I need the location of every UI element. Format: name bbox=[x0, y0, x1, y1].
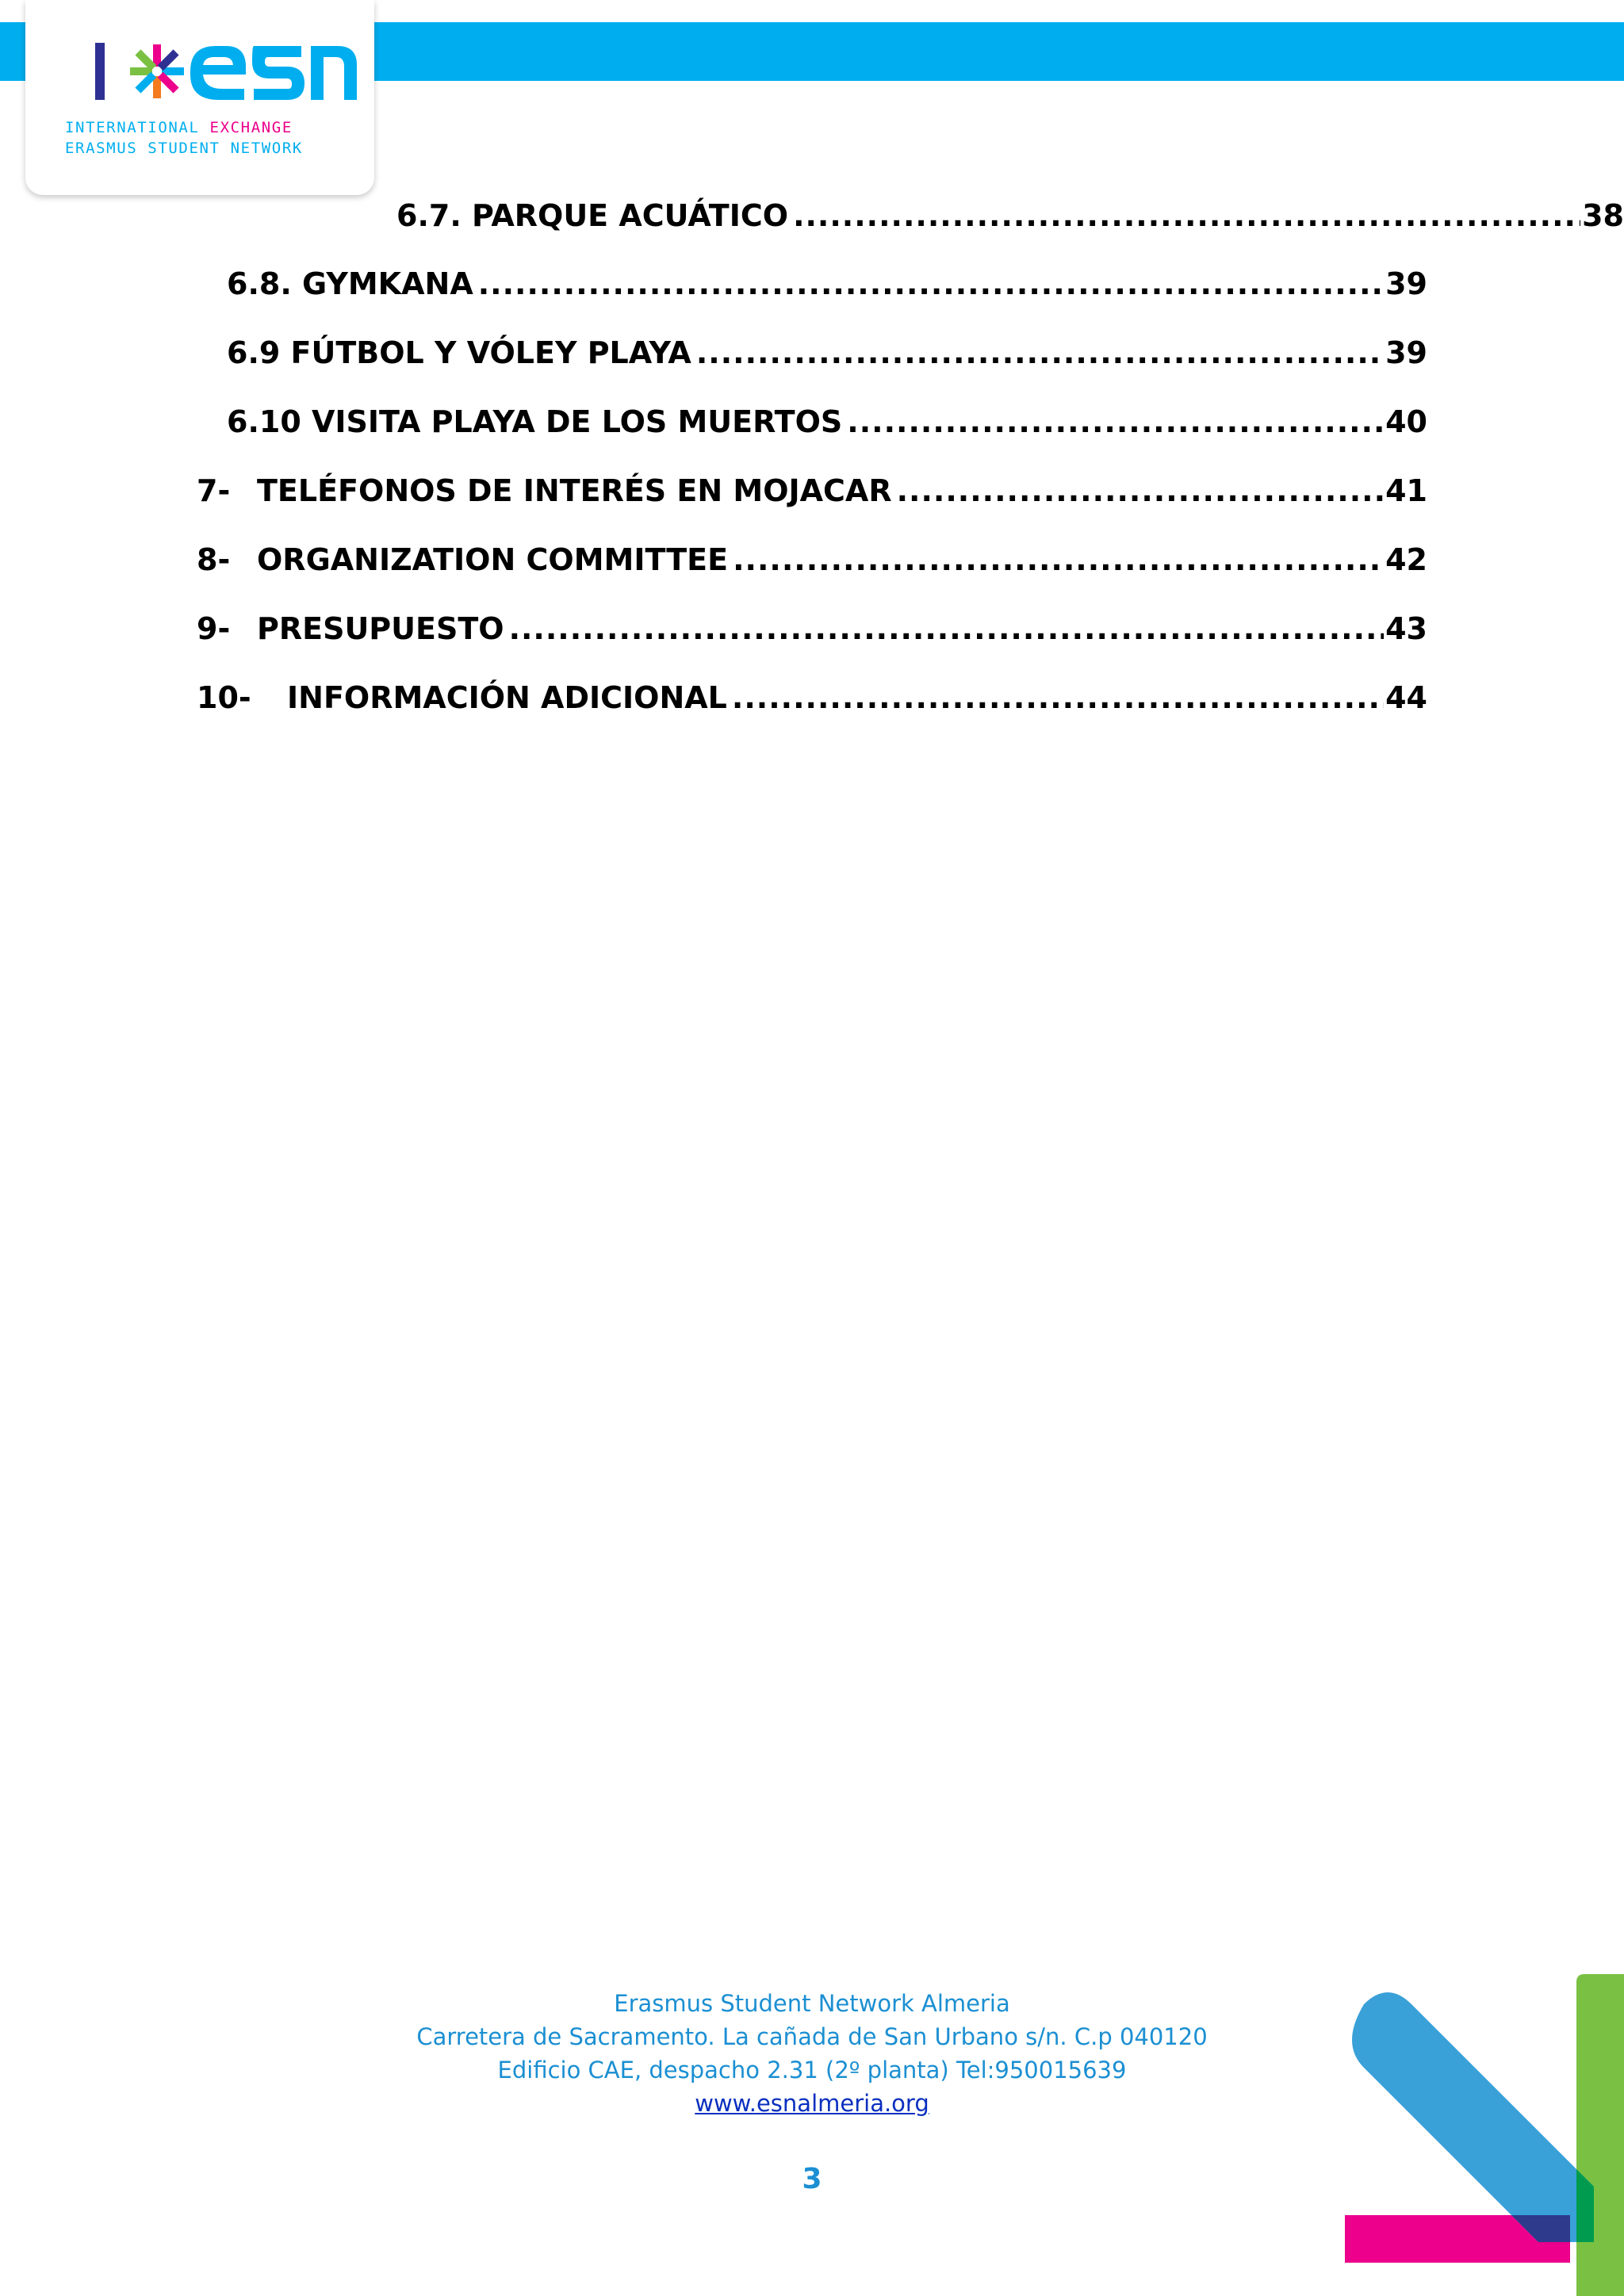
corner-decoration-icon bbox=[1332, 1974, 1624, 2296]
toc-leader bbox=[897, 473, 1385, 508]
website-link[interactable]: www.esnalmeria.org bbox=[695, 2090, 929, 2117]
page-number: 3 bbox=[802, 2163, 822, 2195]
toc-label: ORGANIZATION COMMITTEE bbox=[257, 542, 729, 577]
toc-row-6-7[interactable] bbox=[396, 193, 1624, 238]
toc-row-6-10[interactable] bbox=[227, 400, 1427, 444]
toc-row-8[interactable] bbox=[197, 538, 1427, 582]
toc-page: 44 bbox=[1385, 680, 1427, 715]
toc-leader bbox=[732, 680, 1384, 715]
toc-page: 41 bbox=[1385, 473, 1427, 508]
toc-leader bbox=[847, 404, 1384, 439]
toc-page: 39 bbox=[1385, 266, 1427, 301]
toc-number: 9- bbox=[197, 611, 231, 646]
toc-label: TELÉFONOS DE INTERÉS EN MOJACAR bbox=[257, 473, 892, 508]
toc-leader bbox=[696, 335, 1384, 370]
toc-number: 8- bbox=[197, 542, 231, 577]
toc-leader bbox=[478, 266, 1384, 301]
toc-page: 43 bbox=[1385, 611, 1427, 646]
toc-row-6-9[interactable] bbox=[227, 331, 1427, 375]
toc-row-9[interactable] bbox=[197, 607, 1427, 651]
toc-label: PRESUPUESTO bbox=[257, 611, 504, 646]
esn-logo-card bbox=[25, 0, 374, 195]
toc-number: 7- bbox=[197, 473, 231, 508]
toc-leader bbox=[733, 542, 1384, 577]
toc-leader bbox=[793, 198, 1580, 233]
toc-page: 42 bbox=[1385, 542, 1427, 577]
toc-leader bbox=[509, 611, 1385, 646]
esn-logo-icon bbox=[63, 17, 357, 113]
toc-label: INFORMACIÓN ADICIONAL bbox=[287, 680, 727, 715]
toc-label: 6.9 FÚTBOL Y VÓLEY PLAYA bbox=[227, 335, 691, 370]
footer-org: Erasmus Student Network Almeria bbox=[614, 1990, 1010, 2017]
toc-label: 6.10 VISITA PLAYA DE LOS MUERTOS bbox=[227, 404, 843, 439]
toc-row-10[interactable] bbox=[197, 675, 1427, 720]
footer-building: Edificio CAE, despacho 2.31 (2º planta) Tel:950015639 bbox=[497, 2057, 1127, 2084]
toc-row-6-8[interactable] bbox=[227, 262, 1427, 306]
logo-tagline-1: INTERNATIONAL EXCHANGE bbox=[65, 119, 293, 136]
toc-number: 10- bbox=[197, 680, 251, 715]
toc-page: 38 bbox=[1582, 198, 1624, 233]
toc-row-7[interactable] bbox=[197, 469, 1427, 513]
toc-page: 39 bbox=[1385, 335, 1427, 370]
toc-label: 6.8. GYMKANA bbox=[227, 266, 473, 301]
toc-page: 40 bbox=[1385, 404, 1427, 439]
toc-label: 6.7. PARQUE ACUÁTICO bbox=[396, 198, 789, 233]
footer-address: Carretera de Sacramento. La cañada de San Urbano s/n. C.p 040120 bbox=[416, 2023, 1208, 2050]
logo-tagline-2: ERASMUS STUDENT NETWORK bbox=[65, 140, 303, 157]
